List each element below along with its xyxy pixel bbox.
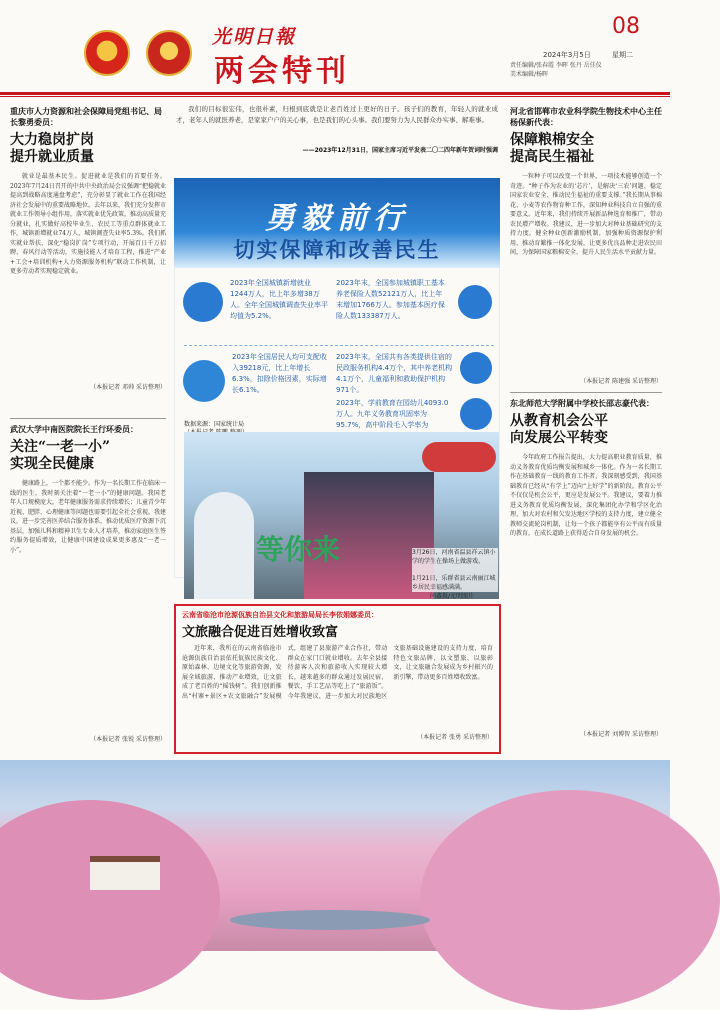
- article-headline: 提升就业质量: [10, 149, 94, 165]
- data-source: 数据来源：国家统计局: [184, 421, 245, 428]
- right-article-2: [510, 398, 662, 738]
- photo-cherry-blossom-valley: [0, 760, 670, 951]
- left-article-2: [10, 424, 166, 743]
- quote-text: 我们的目标很宏伟，也很朴素，归根到底就是让老百姓过上更好的日子。孩子们的教育，年轻人的就业成才，老年人的就医养老，是家家户户的关心事，也是我们的心头事。我们要努力为人民群众办实事、解难事。: [176, 105, 498, 124]
- article-credit: （本报记者 陈建强 采访整理）: [580, 378, 662, 385]
- photo-blossom-hill-right: [420, 790, 720, 1010]
- article-credit: （本报记者 刘博智 采访整理）: [580, 731, 662, 738]
- stat-divider: [184, 345, 494, 346]
- editors-text: 责任编辑/张春霞 李晖 张丹 岳佳仪: [510, 62, 602, 69]
- money-icon: [183, 360, 225, 402]
- article-body: 今年政府工作报告提出，大力提高职业教育质量，推动义务教育优质均衡发展和城乡一体化。作为一名长期工作在基础教育一线的教育工作者，我深刻感受到，我国基础教育已经从“有学上”迈向“上好学”的新阶段。教育公平不仅仅是机会公平，更应是发展公平。我建议，要着力推进义务教育优质均衡发展，深化集团化办学和学区化治理，加大对农村和欠发达地区学校的支持力度，建立健全教师交流轮岗机制，让每一个孩子都能享有公平而有质量的教育，在成长道路上获得适合自身发展的机会。: [510, 454, 662, 537]
- article-kicker: 重庆市人力资源和社会保障局党组书记、局长黎勇委员：: [10, 107, 162, 127]
- stat-pension: 2023年末，全国参加城镇职工基本养老保险人数52121万人，比上年末增加1766万人。参加基本医疗保险人数133387万人。: [336, 279, 445, 320]
- issue-date: 2024年3月5日: [543, 51, 591, 59]
- employment-icon: [183, 282, 223, 322]
- article-headline: 提高民生福祉: [510, 149, 594, 165]
- box-kicker: 云南省临沧市沧源佤族自治县文化和旅游局局长李依娟娜委员：: [182, 611, 378, 619]
- article-headline: 实现全民健康: [10, 456, 94, 472]
- photo-author: 闫鑫摄/光明图片: [430, 593, 475, 600]
- header-rule: [0, 92, 670, 95]
- article-headline: 关注“一老一小”: [10, 439, 111, 455]
- featured-article-box: [174, 604, 501, 754]
- photo-sign-text: 等你来: [256, 533, 341, 566]
- page-number: 08: [612, 14, 640, 39]
- photo-subject-woman: [194, 492, 254, 599]
- banner-title: 勇毅前行: [265, 201, 409, 236]
- national-emblem-icon: [84, 30, 130, 76]
- article-headline: 大力稳岗扩岗: [10, 132, 94, 148]
- article-kicker: 武汉大学中南医院院长王行环委员：: [10, 425, 138, 434]
- stat-employment: 2023年全国城镇新增就业1244万人，比上年多增38万人。全年全国城镇调查失业率平均值为5.2%。: [230, 279, 328, 320]
- article-kicker: 河北省邯郸市农业科学院生物技术中心主任杨保新代表：: [510, 107, 662, 127]
- article-credit: （本报记者 邓帅 采访整理）: [90, 384, 166, 391]
- photo-building: [90, 856, 160, 890]
- article-headline: 保障粮棉安全: [510, 132, 594, 148]
- header-rule-thin: [0, 96, 670, 97]
- article-body: 就业是最基本民生。促进就业是我们的首要任务。2023年7月24日召开的中共中央政治局会议强调“把稳就业提高到战略高度通盘考虑”，充分彰显了就业工作在我国经济社会发展中的重要战略地位。去年以来，我们充分发挥市就业工作领导小组作用，落实就业优先政策，推动高质量充分就业，扎实做好高校毕业生、农民工等重点群体就业工作，城镇新增就业74万人，城镇调查失业率5.3%。我们抓实就业帮扶，深化“稳岗扩岗”专项行动，开展百日千万招聘、春风行动等活动，实施技能人才培育工程，推进“产业+工会+培训机构+人力资源服务机构”联动工作机制，让更多劳动者实现稳定就业。: [10, 173, 167, 275]
- banner-subtitle: 切实保障和改善民生: [233, 238, 441, 262]
- photo-caption-2: 1月21日，乐群省县云南丽江城乡居民幸福感满满。: [412, 574, 498, 592]
- column-divider: [10, 418, 166, 419]
- cppcc-emblem-icon: [146, 30, 192, 76]
- section-title: 两会特刊: [214, 54, 350, 89]
- elderly-icon: [460, 352, 492, 384]
- article-body: 健康路上，一个都不能少。作为一名长期工作在临床一线的医生，我时刻关注着“一老一小”的健康问题。我国老年人口规模庞大，老年健康服务需求持续增长；儿童青少年近视、肥胖、心理健康等问题也需要引起全社会重视。我建议，进一步完善医养结合服务体系，推动优质医疗资源下沉基层，加强儿科和精神卫生专业人才培养，推动家庭医生签约服务提质增效，让健康中国建设成果更多惠及“一老一小”。: [10, 480, 167, 554]
- art-editor-text: 美术编辑/杨晖: [510, 71, 549, 78]
- issue-weekday: 星期二: [612, 51, 633, 59]
- stat-income: 2023年全国居民人均可支配收入39218元，比上年增长6.3%，扣除价格因素，实际增长6.1%。: [232, 353, 327, 394]
- editors-line: [510, 60, 660, 78]
- stat-welfare: 2023年末，全国共有各类提供住宿的民政服务机构4.4万个，其中养老机构4.1万个，儿童福利和救助保护机构971个。: [336, 353, 453, 394]
- article-body: 一粒种子可以改变一个世界，一项技术能够创造一个奇迹。“种子作为农业的‘芯片’，是解决‘三农’问题、稳定国家农业安全、推动民生福祉的重要支撑。”我长期从事棉花、小麦等农作物育种工作，深知种业科技自立自强的重要意义。近年来，我们持续开展新品种选育和推广，带动农民增产增收。我建议，进一步加大对种业基础研究的支持力度，健全种业创新激励机制，加强种质资源保护利用，推动育繁推一体化发展，让更多优良品种走进农民田间，为保障国家粮棉安全、提升人民生活水平贡献力量。: [510, 173, 662, 256]
- photo-balloons: [422, 442, 496, 472]
- article-credit: （本报记者 张锐 采访整理）: [90, 736, 166, 743]
- box-credit: （本报记者 张勇 采访整理）: [417, 734, 493, 741]
- newspaper-logo: 光明日報: [212, 26, 297, 48]
- article-kicker: 东北师范大学附属中学校长邵志豪代表：: [510, 399, 654, 408]
- photo-river: [230, 910, 430, 930]
- quote-source: ——2023年12月31日，国家主席习近平发表二〇二四年新年贺词时强调: [302, 147, 498, 154]
- article-headline: 从教育机会公平: [510, 413, 608, 429]
- left-article-1: [10, 106, 166, 391]
- right-article-1: [510, 106, 662, 385]
- family-icon: [458, 285, 492, 319]
- stat-education: 2023年，学前教育在园幼儿4093.0万人。九年义务教育巩固率为95.7%，高中阶段毛入学率为: [336, 399, 449, 429]
- school-icon: [460, 398, 492, 430]
- column-divider: [510, 392, 662, 393]
- box-body: 近年来，我所在的云南省临沧市沧源佤族自治县依托佤族民族文化、原始森林、边境文化等旅游资源，发展全域旅游，推动产业增效，让文旅成了老百姓的“摇钱树”。我们创新推出“村寨+景区+农文旅融合”发展模式，组建了县旅游产业合作社，带动群众在家门口就业增收。去年全县接待游客人次和旅游收入实现较大增长，越来越多的群众通过发展民宿、餐饮、手工艺品等吃上了“旅游饭”。今年我建议，进一步加大对民族地区文旅基础设施建设的支持力度，培育特色文旅品牌，以文塑旅、以旅彰文，让文旅融合发展成为乡村振兴的新引擎，带动更多百姓增收致富。: [182, 645, 493, 700]
- photo-blossom-hill-left: [0, 800, 220, 1000]
- article-headline: 向发展公平转变: [510, 430, 608, 446]
- box-headline: 文旅融合促进百姓增收致富: [182, 625, 339, 640]
- photo-caption-1: 3月26日，河南省温县祥云镇小学的学生在操场上做游戏。: [412, 548, 498, 574]
- quote-block: [176, 104, 498, 155]
